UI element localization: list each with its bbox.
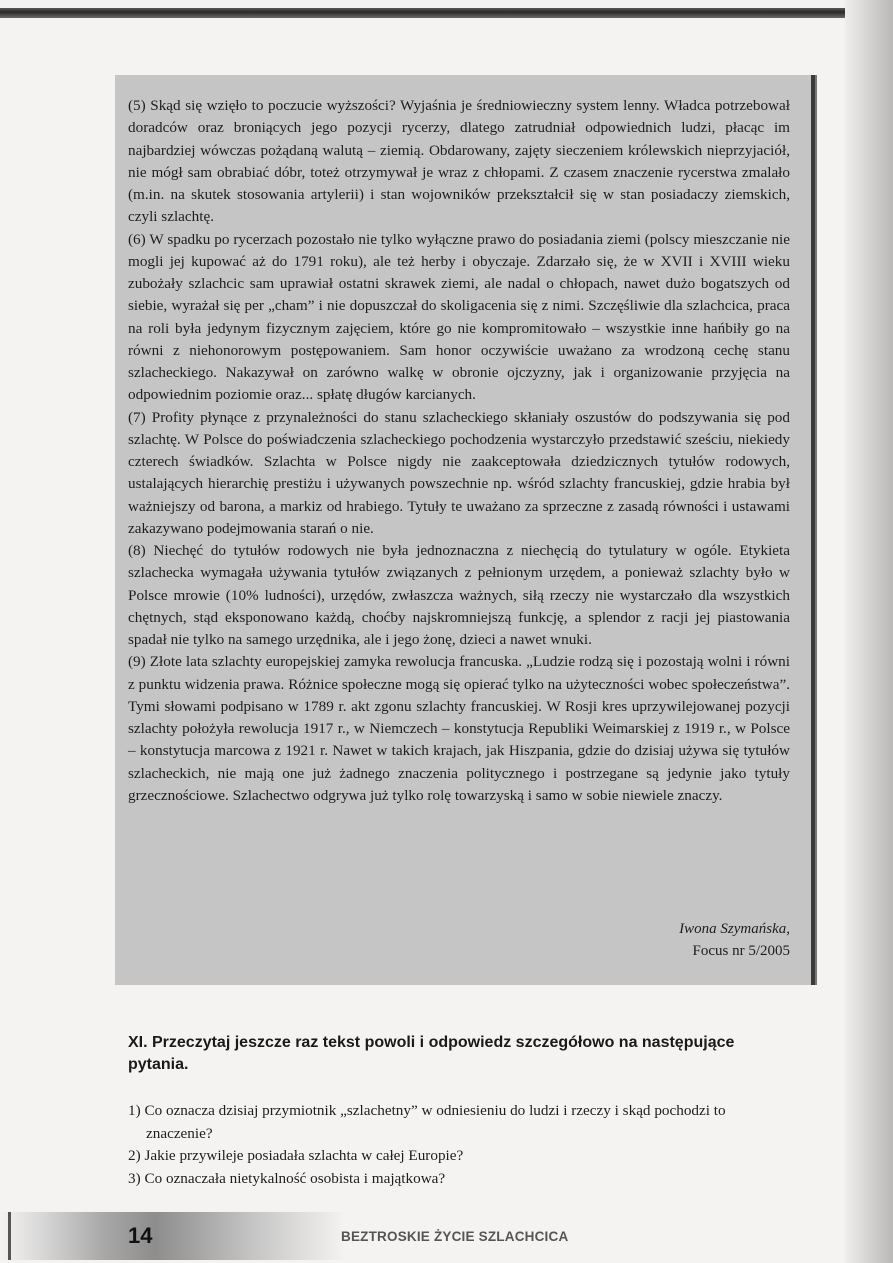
page-number: 14 [128,1223,153,1248]
paragraph-5: (5) Skąd się wzięło to poczucie wyższości? Wyjaśnia je średniowieczny system lenny. Władca potrzebował doradców oraz broniących jego pozycji rycerzy, dlatego zatrudniał odpowiednich ludzi, płacąc im najbardziej wówczas pożądaną walutą – ziemią. Obdarowany, zajęty sieczeniem królewskich nieprzyjaciół, nie mógł sam obrabiać dóbr, toteż otrzymywał je wraz z chłopami. Z czasem znaczenie rycerstwa zmalało (m.in. na skutek stosowania artylerii) i stan wojowników przekształcił się w stan posiadaczy ziemskich, czyli szlachtę. [128,97,790,226]
top-rule [0,8,893,18]
question-item: 1) Co oznacza dzisiaj przymiotnik „szlachetny” w odniesieniu do ludzi i rzeczy i skąd pochodzi to znaczenie? [128,1102,726,1142]
source-citation: Focus nr 5/2005 [692,943,790,959]
task-heading: XI. Przeczytaj jeszcze raz tekst powoli i odpowiedz szczegółowo na następujące pytania. [128,1034,735,1073]
paragraph-7: (7) Profity płynące z przynależności do stanu szlacheckiego skłaniały oszustów do podszywania się pod szlachtę. W Polsce do poświadczenia szlacheckiego pochodzenia wystarczyło przedstawić sześciu, niekiedy czterech świadków. Szlachta w Polsce nigdy nie zaakceptowała dziedzicznych tytułów rodowych, ustalających hierarchię prestiżu i używanych powszechnie np. wśród szlachty francuskiej, gdzie hrabia był ważniejszy od barona, a markiz od hrabiego. Tytuły te uważano za sprzeczne z zasadą równości i ustawami zakazywano podejmowania starań o nie. [128,408,790,537]
footer-bar-edge [8,1212,11,1260]
paragraph-9: (9) Złote lata szlachty europejskiej zamyka rewolucja francuska. „Ludzie rodzą się i pozostają wolni i równi z punktu widzenia prawa. Różnice społeczne mogą się opierać tylko na użyteczności wobec społeczeństwa”. Tymi słowami podpisano w 1789 r. akt zgonu szlachty francuskiej. W Rosji kres uprzywilejowanej pozycji szlachty położyła rewolucja 1917 r., w Niemczech – konstytucja Republiki Weimarskiej z 1919 r., w Polsce – konstytucja marcowa z 1921 r. Nawet w takich krajach, jak Hiszpania, gdzie do dzisiaj używa się tytułów szlacheckich, nie mają one już żadnego znaczenia politycznego i postrzegane są jedynie jako tytuły grzecznościowe. Szlachectwo odgrywa już tylko rolę towarzyską i samo w sobie niewiele znaczy. [128,653,790,804]
question-list [128,1100,792,1190]
footer-bar [0,1212,345,1260]
author-name: Iwona Szymańska, [679,921,790,937]
page-edge-shadow [845,0,893,1263]
paragraph-8: (8) Niechęć do tytułów rodowych nie była jednoznaczna z niechęcią do tytulatury w ogóle. Etykieta szlachecka wymagała używania tytułów związanych z pełnionym urzędem, a ponieważ szlachty było w Polsce mrowie (10% ludności), urzędów, zwłaszcza ważnych, siłą rzeczy nie wystarczało dla wszystkich chętnych, stąd eksponowano każdą, choćby najskromniejszą funkcję, a splendor z racji jej piastowania spadał nie tylko na samego urzędnika, ale i jego żonę, dzieci a nawet wnuki. [128,542,790,648]
article-signature [128,918,790,962]
question-item: 2) Jakie przywileje posiadała szlachta w całej Europie? [128,1147,464,1164]
article-text [128,95,790,807]
running-title: BEZTROSKIE ŻYCIE SZLACHCICA [341,1229,569,1244]
question-item: 3) Co oznaczała nietykalność osobista i majątkowa? [128,1169,446,1187]
paragraph-6: (6) W spadku po rycerzach pozostało nie tylko wyłączne prawo do posiadania ziemi (polscy mieszczanie nie mogli jej kupować aż do 1791 roku), ale też herby i obyczaje. Zdarzało się, że w XVII i XVIII wieku zubożały szlachcic sam uprawiał ostatni skrawek ziemi, ale nadal o chłopach, nawet dużo bogatszych od siebie, wyrażał się per „cham” i nie dopuszczał do skoligacenia się z nimi. Szczęśliwie dla szlachcica, praca na roli była jedynym fizycznym zajęciem, które go nie kompromitowało – wszystkie inne hańbiły go na równi z niehonorowym postępowaniem. Sam honor oczywiście uważano za wrodzoną cechę stanu szlacheckiego. Nakazywał on zarówno walkę w obronie ojczyzny, jak i organizowanie przyjęcia na odpowiednim poziomie oraz... spłatę długów karcianych. [128,230,790,404]
